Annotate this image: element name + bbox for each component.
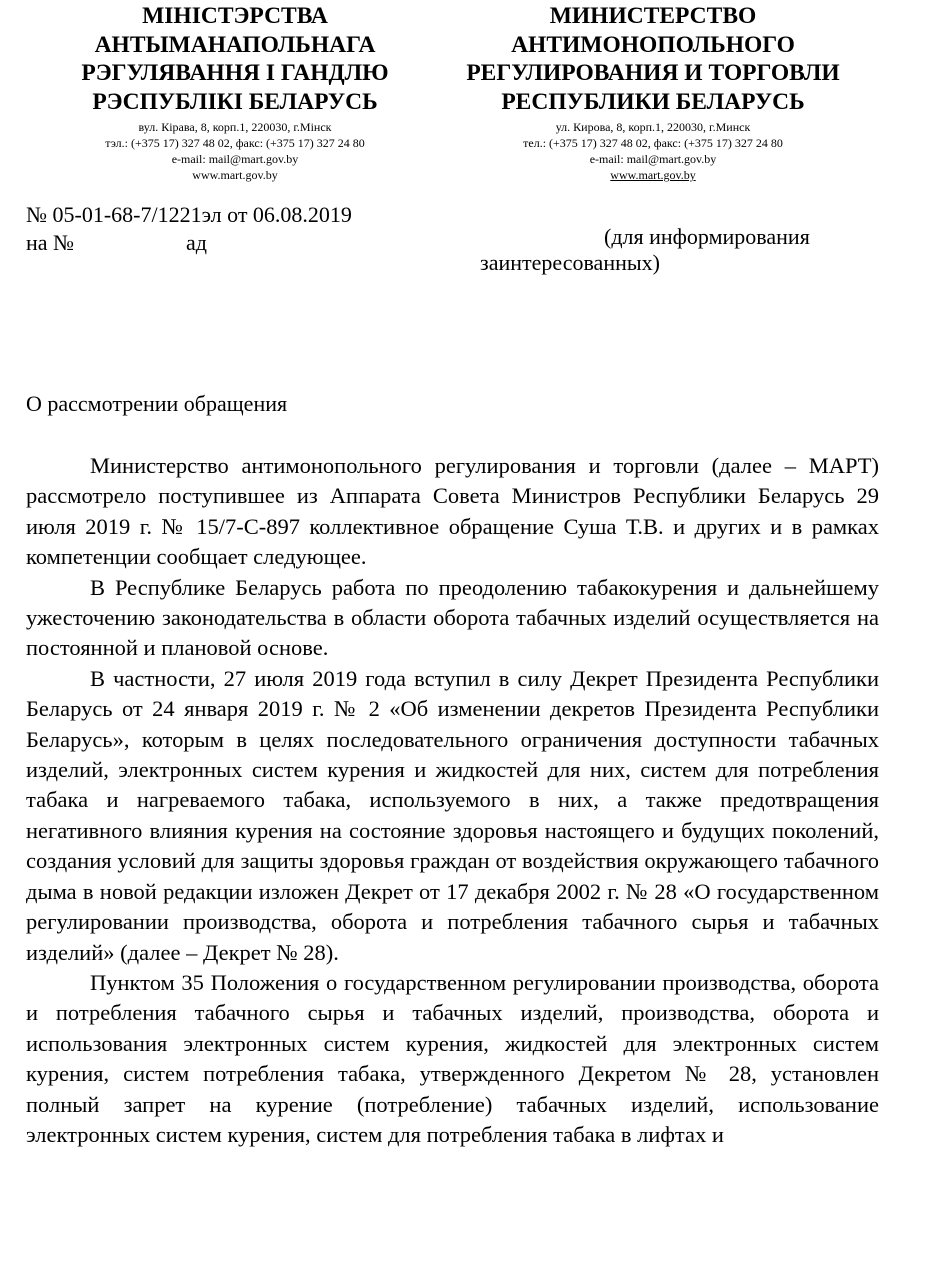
letter-subject: О рассмотрении обращения <box>26 391 288 416</box>
reference-prefix: на № <box>26 230 75 255</box>
letterhead-title-line: РЭСПУБЛІКІ БЕЛАРУСЬ <box>92 88 378 115</box>
letterhead-title-line: АНТЫМАНАПОЛЬНАГА <box>94 31 376 58</box>
letterhead-title-line: РЕГУЛИРОВАНИЯ И ТОРГОВЛИ <box>466 60 840 86</box>
letterhead-title-line: МІНІСТЭРСТВА <box>142 3 328 29</box>
letterhead-title-line: МИНИСТЕРСТВО <box>549 3 757 29</box>
letterhead-belarusian <box>40 2 430 183</box>
body-paragraph: Пунктом 35 Положения о государственном регулировании производства, оборота и потребления табачного сырья и табачных изделий, производства, оборота и использования электронных систем курения, жидкостей для электронных систем курения, систем потребления табака, утвержденного Декретом № 28, установлен полный запрет на курение (потребление) табачных изделий, использование электронных систем курения, систем для потребления табака в лифтах и <box>26 969 879 1147</box>
body-paragraph: В Республике Беларусь работа по преодолению табакокурения и дальнейшему ужесточению законодательства в области оборота табачных изделий осуществляется на постоянной и плановой основе. <box>26 574 879 661</box>
body-paragraph: В частности, 27 июля 2019 года вступил в силу Декрет Президента Республики Беларусь от 24 января 2019 г. № 2 «Об изменении декретов Президента Республики Беларусь», которым в целях последовательного ограничения доступности табачных изделий, электронных систем курения и жидкостей для них, систем для потребления табака и нагреваемого табака, используемого в них, а также предотвращения негативного влияния курения на состояние здоровья настоящего и будущих поколений, создания условий для защиты здоровья граждан от воздействия окружающего табачного дыма в новой редакции изложен Декрет от 17 декабря 2002 г. № 28 «О государственном регулировании производства, оборота и потребления табачного сырья и табачных изделий» (далее – Декрет № 28). <box>26 665 879 965</box>
letterhead-title-line: РЭГУЛЯВАННЯ І ГАНДЛЮ <box>81 60 389 86</box>
letterhead-website-link[interactable]: www.mart.gov.by <box>610 168 696 182</box>
letterhead-title-line: АНТИМОНОПОЛЬНОГО <box>511 31 795 58</box>
letterhead-address: вул. Кірава, 8, корп.1, 220030, г.Мінск <box>138 120 332 134</box>
addressee-line: заинтересованных) <box>480 250 660 275</box>
letterhead-email: e-mail: mail@mart.gov.by <box>589 152 717 166</box>
letter-body <box>26 451 879 1150</box>
reference-suffix: ад <box>186 230 207 255</box>
letterhead-russian <box>448 2 858 183</box>
letterhead-email: e-mail: mail@mart.gov.by <box>171 152 299 166</box>
letterhead-phone: тел.: (+375 17) 327 48 02, факс: (+375 17) 327 24 80 <box>523 136 783 150</box>
reference-number <box>26 230 207 256</box>
letterhead-address: ул. Кирова, 8, корп.1, 220030, г.Минск <box>555 120 751 134</box>
letterhead-website: www.mart.gov.by <box>192 168 278 182</box>
registration-number: № 05-01-68-7/1221эл от 06.08.2019 <box>26 202 352 227</box>
letterhead-title-line: РЕСПУБЛИКИ БЕЛАРУСЬ <box>501 88 805 115</box>
letterhead-phone: тэл.: (+375 17) 327 48 02, факс: (+375 17) 327 24 80 <box>105 136 365 150</box>
addressee-line: (для информирования <box>604 224 810 249</box>
body-paragraph: Министерство антимонопольного регулирования и торговли (далее – МАРТ) рассмотрело поступившее из Аппарата Совета Министров Республики Беларусь 29 июля 2019 г. № 15/7-С-897 коллективное обращение Суша Т.В. и других и в рамках компетенции сообщает следующее. <box>26 453 879 570</box>
